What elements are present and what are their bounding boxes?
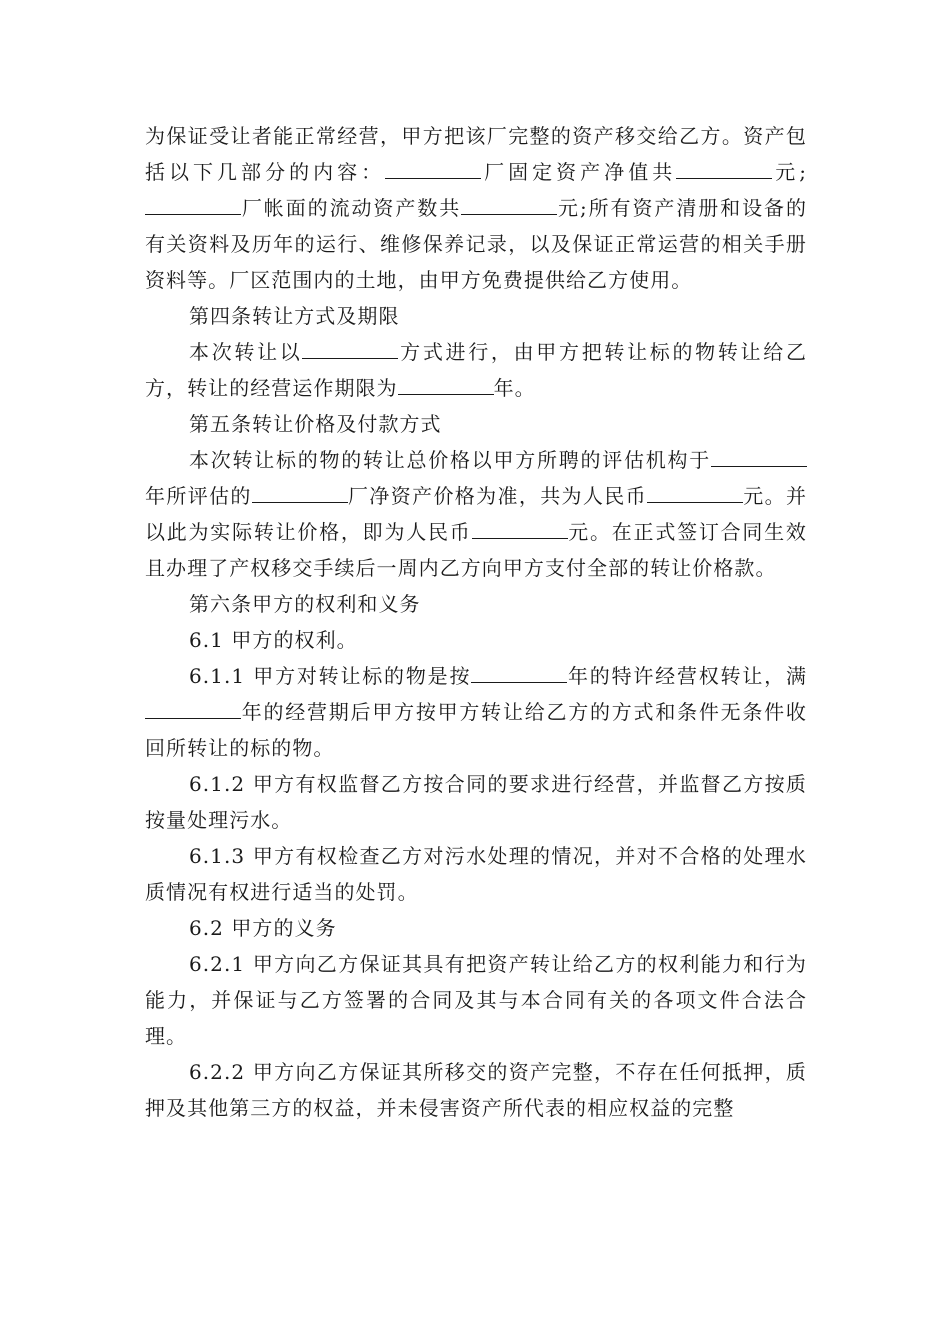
paragraph-text: 年的经营期后甲方按甲方转让给乙方的方式和条件无条件收回所转让的标的物。 <box>145 700 807 760</box>
paragraph <box>145 622 807 658</box>
paragraph <box>145 658 807 766</box>
paragraph <box>145 1054 807 1126</box>
paragraph-text: 厂帐面的流动资产数共 <box>241 196 462 220</box>
paragraph-text: 年。 <box>493 376 536 400</box>
paragraph-text: 为保证受让者能正常经营，甲方把该厂完整的资产移交给乙方。资产包括以下几部分的内容： <box>145 124 807 184</box>
paragraph <box>145 586 807 622</box>
paragraph-text: 元。并以此为实际转让价格，即为人民币 <box>145 484 808 544</box>
fill-in-blank <box>647 480 743 503</box>
paragraph <box>145 946 807 1054</box>
paragraph-text: 本次转让标的物的转让总价格以甲方所聘的评估机构于 <box>189 448 711 472</box>
paragraph-text: 第四条转让方式及期限 <box>189 304 400 328</box>
fill-in-blank <box>145 696 241 719</box>
fill-in-blank <box>398 372 494 395</box>
paragraph-text: 厂净资产价格为准，共为人民币 <box>347 484 647 508</box>
fill-in-blank <box>302 336 398 359</box>
paragraph <box>145 838 807 910</box>
paragraph-text: 元;所有资产清册和设备的有关资料及历年的运行、维修保养记录，以及保证正常运营的相关手册资料等。厂区范围内的土地，由甲方免费提供给乙方使用。 <box>145 196 807 292</box>
paragraph <box>145 118 807 298</box>
paragraph-text: 第五条转让价格及付款方式 <box>189 412 442 436</box>
paragraph <box>145 406 807 442</box>
fill-in-blank <box>472 516 568 539</box>
fill-in-blank <box>385 156 481 179</box>
paragraph-text: 6.2.2 甲方向乙方保证其所移交的资产完整，不存在任何抵押，质押及其他第三方的权益，并未侵害资产所代表的相应权益的完整 <box>145 1060 807 1120</box>
paragraph-text: 本次转让以 <box>189 340 303 364</box>
paragraph-text: 6.1 甲方的权利。 <box>189 628 358 652</box>
paragraph-text: 6.2.1 甲方向乙方保证其具有把资产转让给乙方的权利能力和行为能力，并保证与乙方签署的合同及其与本合同有关的各项文件合法合理。 <box>145 952 807 1048</box>
fill-in-blank <box>252 480 348 503</box>
paragraph <box>145 766 807 838</box>
paragraph <box>145 442 807 586</box>
paragraph-text: 厂固定资产净值共 <box>481 160 677 184</box>
fill-in-blank <box>461 192 557 215</box>
fill-in-blank <box>471 660 567 683</box>
paragraph-text: 6.1.2 甲方有权监督乙方按合同的要求进行经营，并监督乙方按质按量处理污水。 <box>145 772 807 832</box>
paragraph-text: 6.2 甲方的义务 <box>189 916 337 940</box>
fill-in-blank <box>711 444 807 467</box>
paragraph-text: 方式进行，由甲方把转让标的物转让给乙方，转让的经营运作期限为 <box>145 340 808 400</box>
paragraph <box>145 910 807 946</box>
paragraph-text: 6.1.1 甲方对转让标的物是按 <box>189 664 472 688</box>
paragraph-text: 6.1.3 甲方有权检查乙方对污水处理的情况，并对不合格的处理水质情况有权进行适当的处罚。 <box>145 844 807 904</box>
document-body <box>145 118 807 1126</box>
fill-in-blank <box>676 156 772 179</box>
paragraph-text: 第六条甲方的权利和义务 <box>189 592 421 616</box>
fill-in-blank <box>145 192 241 215</box>
paragraph-text: 元; <box>772 160 808 184</box>
paragraph-text: 元。在正式签订合同生效且办理了产权移交手续后一周内乙方向甲方支付全部的转让价格款。 <box>145 520 807 580</box>
paragraph <box>145 298 807 334</box>
paragraph-text: 年的特许经营权转让，满 <box>567 664 807 688</box>
paragraph <box>145 334 807 406</box>
paragraph-text: 年所评估的 <box>145 484 252 508</box>
